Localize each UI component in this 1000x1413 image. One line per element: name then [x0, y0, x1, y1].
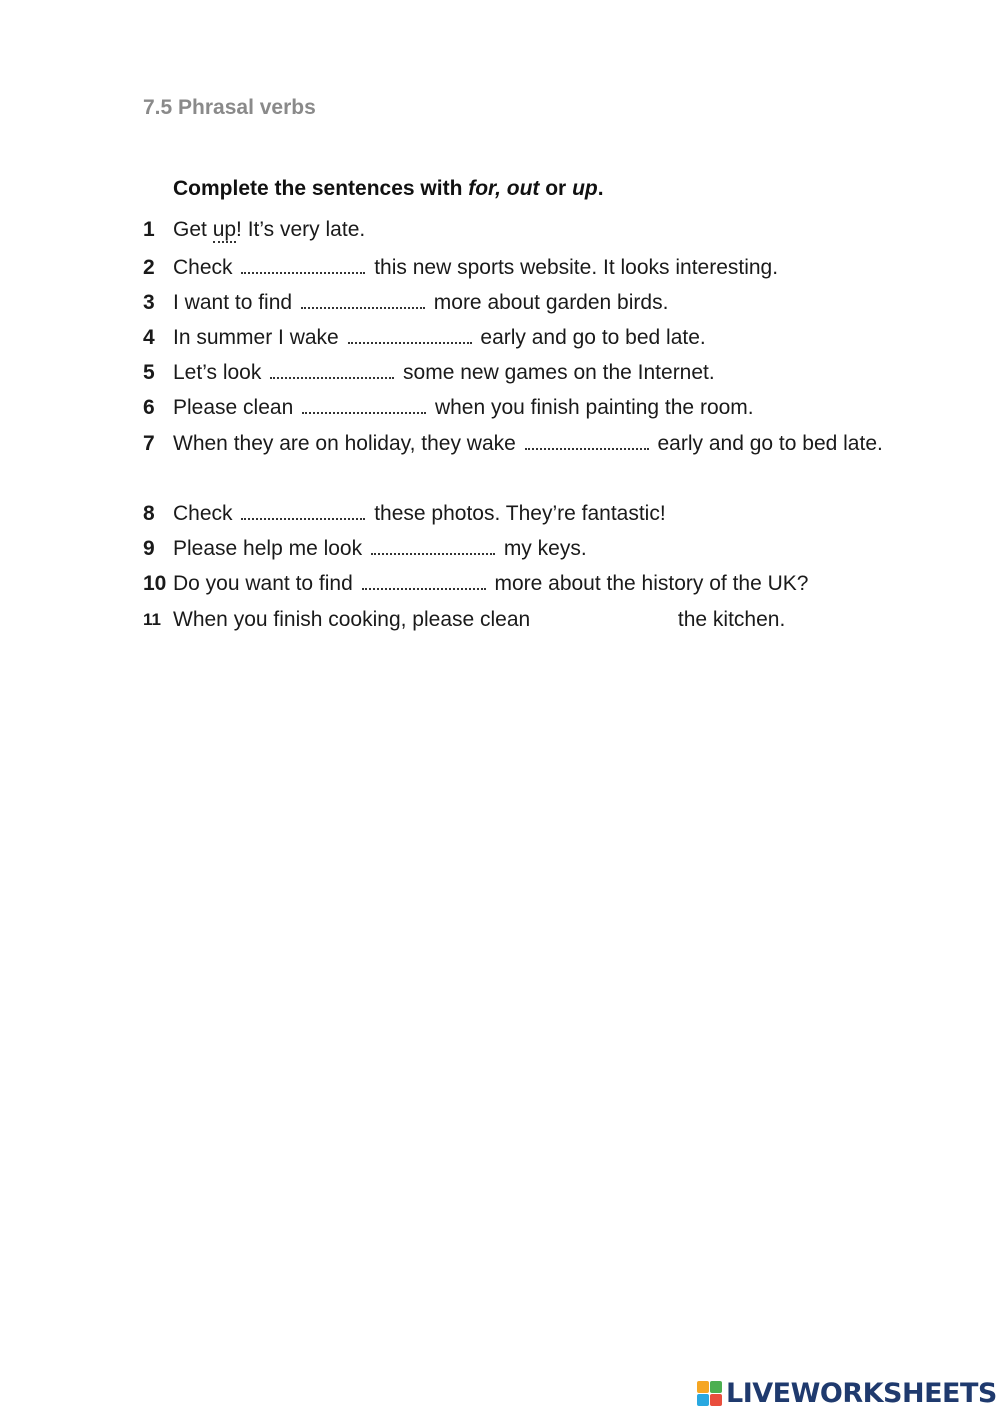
- item-text-after: this new sports website. It looks interesting.: [374, 256, 779, 279]
- item-number: 2: [143, 256, 155, 279]
- item-number: 9: [143, 537, 155, 560]
- exercise-item-11: [143, 602, 913, 637]
- item-text-before: Check: [173, 502, 233, 525]
- logo-text: LIVEWORKSHEETS: [726, 1377, 997, 1409]
- item-number: 4: [143, 326, 155, 349]
- exercise-item-8: [143, 496, 913, 531]
- answer-blank[interactable]: [241, 254, 365, 274]
- exercise-item-1: [143, 212, 913, 247]
- item-text-before: Do you want to find: [173, 572, 353, 595]
- answer-filled: up: [212, 218, 237, 241]
- item-text-before: When they are on holiday, they wake: [173, 432, 516, 455]
- item-text-after: more about garden birds.: [433, 291, 669, 314]
- item-number: 1: [143, 218, 155, 241]
- instruction-prefix: Complete the sentences with: [173, 177, 469, 200]
- exercise-item-4: [143, 320, 913, 355]
- exercise-item-6: [143, 390, 913, 425]
- item-text-before: Get: [173, 218, 213, 241]
- item-text-before: When you finish cooking, please clean: [173, 608, 531, 631]
- exercise-item-5: [143, 355, 913, 390]
- exercise-item-9: [143, 531, 913, 566]
- answer-blank[interactable]: [525, 430, 649, 450]
- item-text-after: some new games on the Internet.: [403, 361, 715, 384]
- item-number: 11: [143, 610, 161, 629]
- logo-mark-icon: [697, 1381, 722, 1406]
- instruction-options: for, out: [468, 177, 540, 200]
- item-number: 5: [143, 361, 155, 384]
- answer-blank[interactable]: [270, 359, 394, 379]
- item-text-after: early and go to bed late.: [657, 432, 883, 455]
- item-text-after: when you finish painting the room.: [434, 396, 754, 419]
- exercise-item-2: [143, 250, 913, 285]
- item-number: 8: [143, 502, 155, 525]
- answer-blank[interactable]: [348, 324, 472, 344]
- answer-blank[interactable]: [241, 500, 365, 520]
- item-text-before: I want to find: [173, 291, 293, 314]
- item-text-after: the kitchen.: [677, 608, 786, 631]
- answer-blank[interactable]: [302, 394, 426, 414]
- answer-blank[interactable]: [539, 608, 669, 626]
- item-text-before: Let’s look: [173, 361, 262, 384]
- instruction-suffix: .: [597, 177, 604, 200]
- exercise-item-3: [143, 285, 913, 320]
- logo-tile-l: [697, 1381, 709, 1393]
- item-text-before: Check: [173, 256, 233, 279]
- liveworksheets-logo: [697, 1376, 997, 1410]
- logo-tile-e: [710, 1394, 722, 1406]
- section-title: 7.5 Phrasal verbs: [143, 96, 316, 119]
- exercise-item-7: [143, 426, 913, 461]
- answer-blank[interactable]: [362, 570, 486, 590]
- item-number: 6: [143, 396, 155, 419]
- instruction: [173, 177, 604, 201]
- item-text-after: more about the history of the UK?: [494, 572, 809, 595]
- item-text-after: ! It’s very late.: [236, 218, 366, 241]
- logo-tile-v: [697, 1394, 709, 1406]
- answer-blank[interactable]: [301, 289, 425, 309]
- instruction-middle: or: [539, 177, 573, 200]
- instruction-last-option: up: [572, 177, 598, 200]
- item-number: 3: [143, 291, 155, 314]
- item-text-after: early and go to bed late.: [480, 326, 706, 349]
- exercise-item-10: [143, 566, 913, 601]
- answer-blank[interactable]: [371, 535, 495, 555]
- item-text-before: Please help me look: [173, 537, 363, 560]
- item-number: 10: [143, 572, 167, 595]
- item-number: 7: [143, 432, 155, 455]
- item-text-after: my keys.: [503, 537, 587, 560]
- item-text-before: In summer I wake: [173, 326, 339, 349]
- item-text-after: these photos. They’re fantastic!: [374, 502, 666, 525]
- logo-tile-i: [710, 1381, 722, 1393]
- item-text-before: Please clean: [173, 396, 294, 419]
